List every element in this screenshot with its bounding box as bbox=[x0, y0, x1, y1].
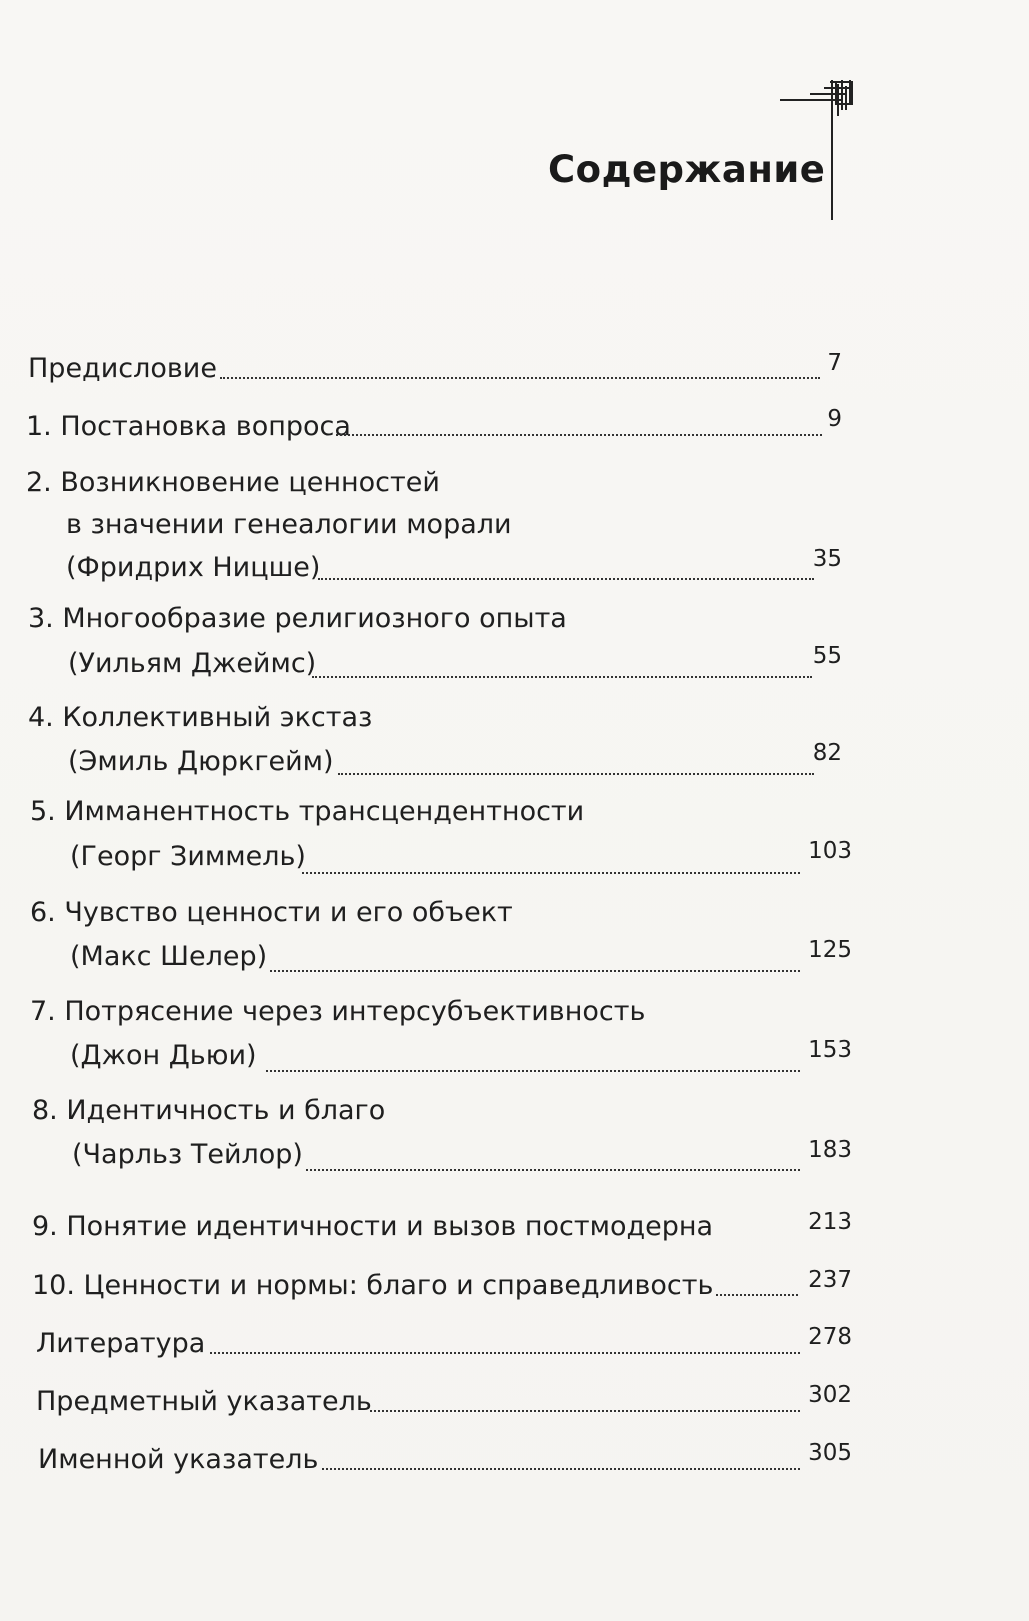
toc-entry-title: 6. Чувство ценности и его объект bbox=[30, 897, 513, 928]
toc-entry-title: 3. Многообразие религиозного опыта bbox=[28, 603, 567, 634]
toc-entry-title: 9. Понятие идентичности и вызов постмодерна bbox=[32, 1211, 714, 1242]
toc-entry-author: (Уильям Джеймс) bbox=[68, 648, 317, 679]
toc-entry-title: Именной указатель bbox=[38, 1444, 319, 1475]
dot-leader bbox=[220, 377, 820, 379]
toc-entry-title: 5. Имманентность трансцендентности bbox=[30, 796, 585, 827]
toc-page-number: 305 bbox=[808, 1440, 852, 1466]
toc-entry-author: (Эмиль Дюркгейм) bbox=[68, 746, 334, 777]
toc-page-number: 82 bbox=[812, 740, 842, 766]
toc-entry-title: Предметный указатель bbox=[36, 1386, 372, 1417]
toc-page-number: 9 bbox=[827, 406, 842, 432]
dot-leader bbox=[336, 434, 822, 436]
toc-entry-author: (Фридрих Ницше) bbox=[66, 552, 321, 583]
dot-leader bbox=[266, 1070, 800, 1072]
dot-leader bbox=[270, 970, 800, 972]
toc-entry-title: Литература bbox=[36, 1328, 206, 1359]
toc-entry-author: (Чарльз Тейлор) bbox=[72, 1139, 303, 1170]
toc-page-number: 35 bbox=[812, 546, 842, 572]
toc-page-number: 302 bbox=[808, 1382, 852, 1408]
toc-page-number: 7 bbox=[827, 350, 842, 376]
toc-entry-title: 10. Ценности и нормы: благо и справедливость bbox=[32, 1270, 714, 1301]
toc-entry-title: Предисловие bbox=[28, 353, 217, 384]
toc-entry-title: 4. Коллективный экстаз bbox=[28, 702, 373, 733]
toc-page-number: 278 bbox=[808, 1324, 852, 1350]
dot-leader bbox=[370, 1410, 800, 1412]
toc-page-number: 213 bbox=[808, 1209, 852, 1235]
dot-leader bbox=[318, 578, 814, 580]
toc-entry-author: (Георг Зиммель) bbox=[70, 841, 306, 872]
toc-entry-author: (Макс Шелер) bbox=[70, 941, 268, 972]
toc-page-number: 237 bbox=[808, 1267, 852, 1293]
dot-leader bbox=[338, 773, 814, 775]
dot-leader bbox=[210, 1352, 800, 1354]
dot-leader bbox=[306, 1169, 800, 1171]
toc-page-number: 183 bbox=[808, 1137, 852, 1163]
dot-leader bbox=[302, 872, 800, 874]
page-title: Содержание bbox=[548, 148, 826, 191]
toc-entry-title: 7. Потрясение через интерсубъективность bbox=[30, 996, 646, 1027]
dot-leader bbox=[312, 676, 812, 678]
toc-page-number: 55 bbox=[812, 643, 842, 669]
toc-page-number: 153 bbox=[808, 1037, 852, 1063]
toc-page-number: 103 bbox=[808, 838, 852, 864]
toc-entry-title: 8. Идентичность и благо bbox=[32, 1095, 386, 1126]
toc-page-number: 125 bbox=[808, 937, 852, 963]
dot-leader bbox=[322, 1468, 800, 1470]
dot-leader bbox=[716, 1294, 798, 1296]
toc-entry-author: (Джон Дьюи) bbox=[70, 1040, 257, 1071]
toc-entry-title: 2. Возникновение ценностей bbox=[26, 467, 440, 498]
toc-entry-title-line-2: в значении генеалогии морали bbox=[66, 509, 512, 540]
toc-entry-title: 1. Постановка вопроса bbox=[26, 411, 351, 442]
